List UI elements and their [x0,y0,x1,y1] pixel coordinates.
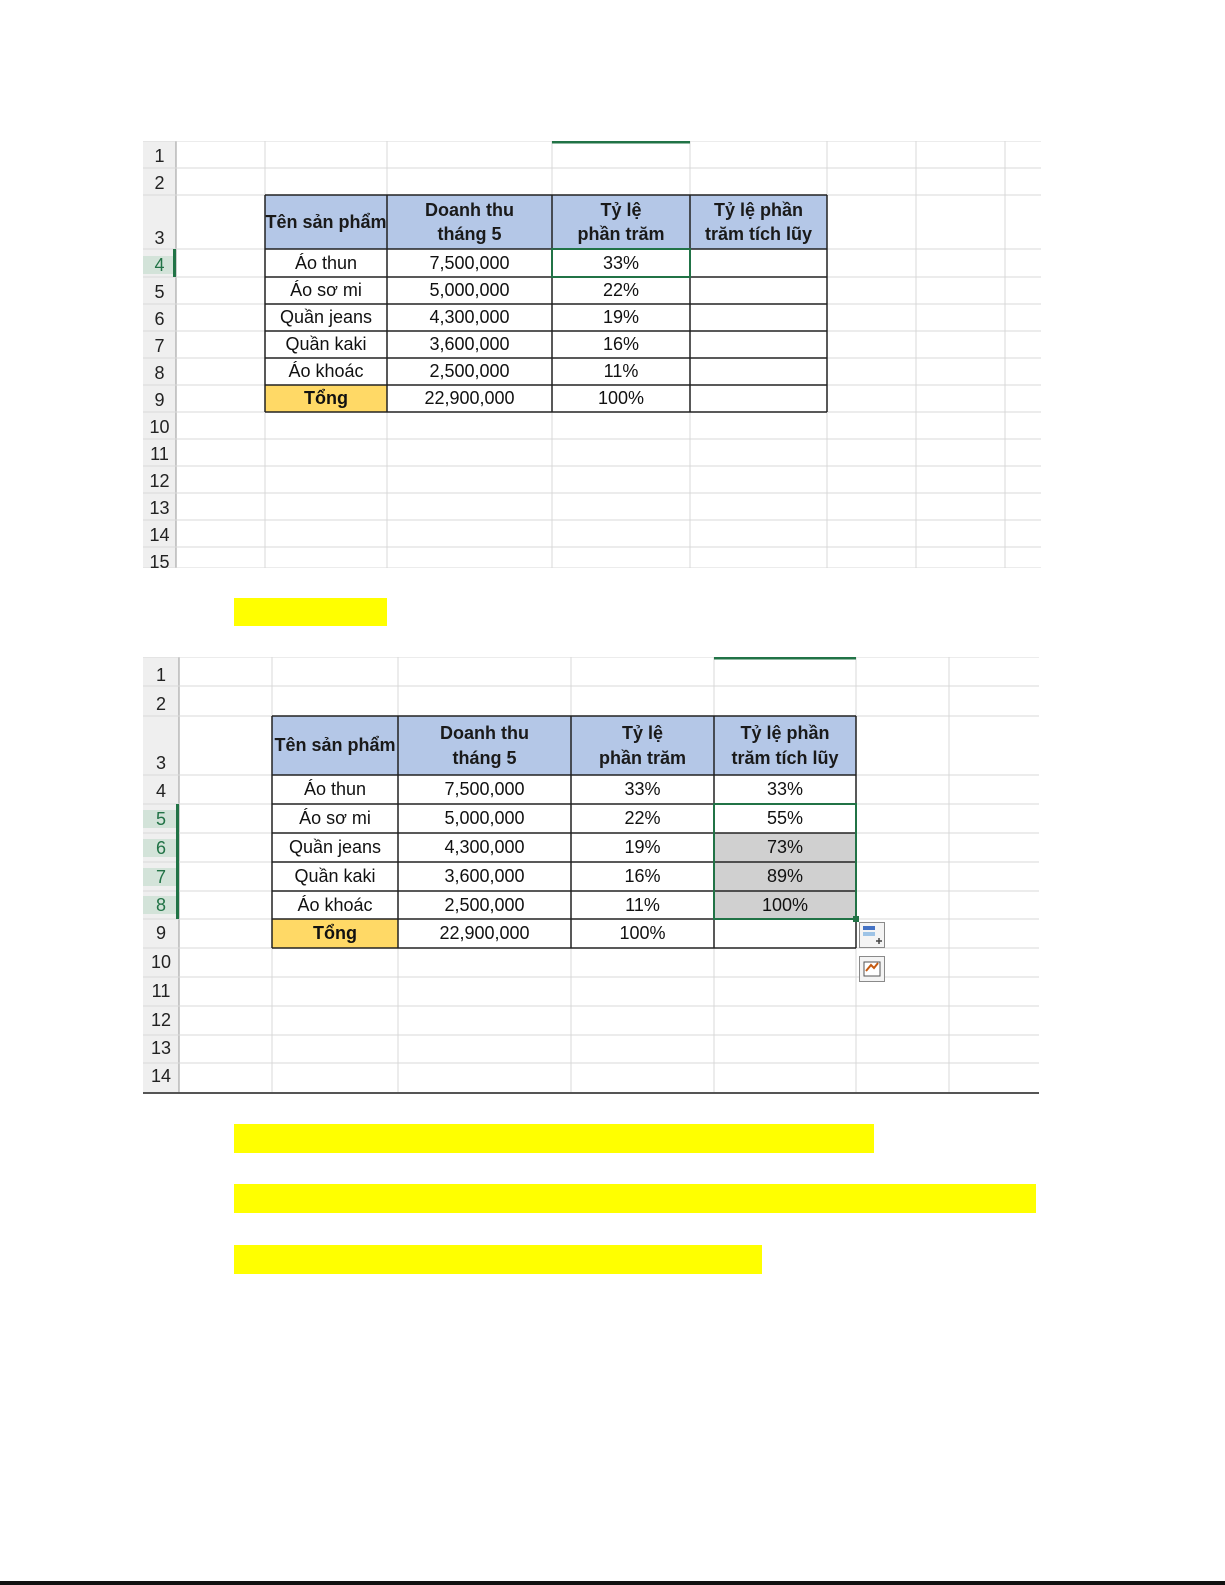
row-number[interactable]: 7 [143,868,179,886]
table-cell[interactable]: 100% [714,891,856,919]
table-borders [143,657,1039,1094]
table-cell[interactable]: Áo sơ mi [299,808,371,829]
table-cell[interactable]: 73% [714,833,856,862]
table-cell[interactable]: 19% [602,307,640,328]
table-cell[interactable]: 5,000,000 [429,280,510,301]
row-number[interactable]: 2 [155,694,166,714]
table-cell[interactable]: 2,500,000 [444,894,525,915]
highlight-bar [234,1124,874,1153]
row-number[interactable]: 14 [150,1066,172,1086]
table-header-cell[interactable]: Tên sản phẩm [265,195,387,249]
table-cell[interactable]: 7,500,000 [444,779,525,800]
table-header-cell[interactable]: Tỷ lệ phần trăm [552,195,690,249]
quick-analysis-icon[interactable] [859,956,885,982]
table-cell[interactable]: 2,500,000 [429,361,510,382]
row-number[interactable]: 4 [143,256,176,274]
table-cell[interactable]: 4,300,000 [429,307,510,328]
table-cell[interactable]: 33% [624,779,661,800]
row-number[interactable]: 7 [154,336,165,356]
table-header-cell[interactable]: Tỷ lệ phần trăm tích lũy [714,716,856,775]
spreadsheet-screenshot-2 [143,657,1039,1094]
highlight-bar [234,1245,762,1274]
table-cell[interactable]: Áo sơ mi [290,280,362,301]
row-number[interactable]: 3 [155,753,166,773]
row-number[interactable]: 10 [149,417,170,437]
row-number[interactable]: 14 [149,525,170,545]
table-borders [143,141,1041,568]
table-header-cell[interactable]: Doanh thu tháng 5 [387,195,552,249]
row-number[interactable]: 12 [149,471,170,491]
page-bottom-rule [0,1581,1225,1585]
table-cell[interactable]: Áo khoác [288,361,364,382]
total-row-cell[interactable]: Tổng [272,919,398,948]
row-number[interactable]: 2 [154,173,165,193]
table-cell[interactable]: 33% [602,252,640,273]
row-number[interactable]: 5 [143,810,179,828]
row-number[interactable]: 9 [155,923,166,943]
table-cell[interactable]: Quần jeans [288,837,382,858]
table-cell[interactable]: 11% [625,894,660,915]
row-number[interactable]: 11 [150,444,169,464]
table-cell[interactable]: 3,600,000 [429,334,510,355]
row-number[interactable]: 15 [149,552,170,568]
spreadsheet-screenshot-1 [143,141,1041,568]
table-cell[interactable]: 22% [602,280,640,301]
total-row-cell[interactable]: 100% [597,388,645,409]
row-number[interactable]: 6 [154,309,165,329]
table-cell[interactable]: 89% [714,862,856,891]
highlight-bar [234,1184,1036,1213]
row-number[interactable]: 12 [150,1010,172,1030]
total-row-cell[interactable]: 22,900,000 [424,388,515,409]
table-header-cell[interactable]: Tỷ lệ phần trăm tích lũy [690,195,827,249]
table-cell[interactable]: Quần kaki [285,334,367,355]
table-cell[interactable]: 22% [624,808,661,829]
table-header-cell[interactable]: Tỷ lệ phần trăm [571,716,714,775]
row-number[interactable]: 4 [155,781,166,801]
table-cell[interactable]: 3,600,000 [444,866,525,887]
row-number[interactable]: 13 [150,1038,172,1058]
table-header-cell[interactable]: Tên sản phẩm [272,716,398,775]
auto-fill-options-icon[interactable] [859,922,885,948]
table-cell[interactable]: Áo thun [303,779,367,800]
row-number[interactable]: 13 [149,498,170,518]
row-number[interactable]: 9 [154,390,165,410]
table-cell[interactable]: 11% [603,361,639,382]
row-number[interactable]: 11 [151,981,171,1001]
row-number[interactable]: 10 [150,952,172,972]
total-row-cell[interactable]: 22,900,000 [439,923,530,944]
total-row-cell[interactable]: 100% [619,923,666,944]
table-header-cell[interactable]: Doanh thu tháng 5 [398,716,571,775]
table-cell[interactable]: 5,000,000 [444,808,525,829]
row-number[interactable]: 5 [154,282,165,302]
row-number[interactable]: 8 [154,363,165,383]
table-cell[interactable]: 16% [624,866,661,887]
table-cell[interactable]: 19% [624,837,661,858]
row-number[interactable]: 1 [154,146,165,166]
row-number[interactable]: 6 [143,839,179,857]
row-number[interactable]: 3 [154,228,165,248]
table-cell[interactable]: 16% [602,334,640,355]
total-row-cell[interactable]: Tổng [265,385,387,412]
table-cell[interactable]: 4,300,000 [444,837,525,858]
table-cell[interactable]: Quần jeans [279,307,373,328]
table-cell[interactable]: Áo thun [294,252,358,273]
table-cell[interactable]: 7,500,000 [429,252,510,273]
highlight-bar [234,598,387,626]
table-cell[interactable]: 33% [766,779,804,800]
table-cell[interactable]: Áo khoác [297,894,373,915]
row-number[interactable]: 8 [143,896,179,914]
table-cell[interactable]: 55% [766,808,804,829]
table-cell[interactable]: Quần kaki [294,866,376,887]
row-number[interactable]: 1 [155,665,166,685]
